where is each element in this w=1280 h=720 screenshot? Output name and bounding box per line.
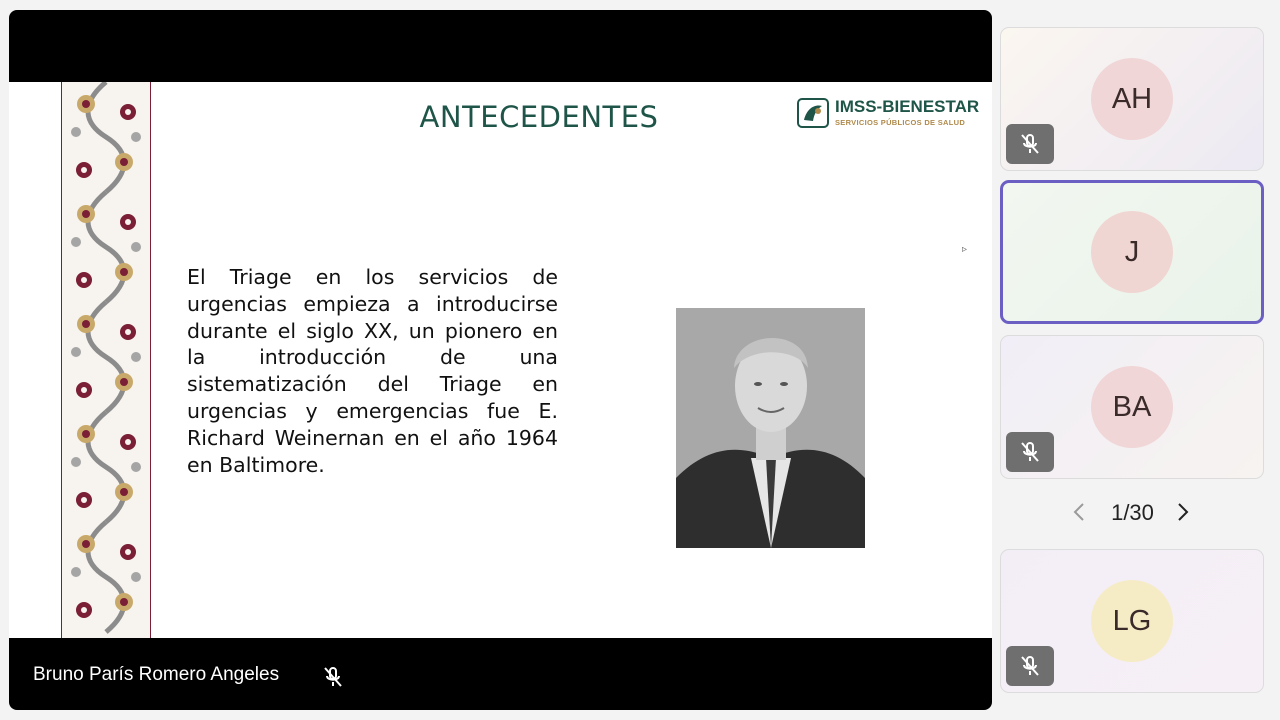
mic-off-icon <box>1018 440 1042 464</box>
slide-body-text: El Triage en los servicios de urgencias empieza a introducirse durante el siglo XX, un pionero en la introducción de una sistematización del Triage en urgencias y emergencias fue E. Richard Weinernan en el año 1964 en Baltimore. <box>187 265 558 477</box>
active-speaker-name: Bruno París Romero Angeles <box>33 664 280 685</box>
logo-name: IMSS-BIENESTAR <box>835 97 980 116</box>
muted-mic-button[interactable] <box>1006 432 1054 472</box>
chevron-right-icon[interactable] <box>1174 501 1192 523</box>
avatar: BA <box>1091 366 1173 448</box>
muted-mic-button[interactable] <box>1006 646 1054 686</box>
chevron-left-icon[interactable] <box>1070 501 1088 523</box>
avatar: AH <box>1091 58 1173 140</box>
floral-pattern-icon <box>62 82 150 638</box>
portrait-photo <box>676 308 865 548</box>
participant-pager <box>1060 496 1210 530</box>
mic-off-icon <box>1018 654 1042 678</box>
participant-tile-ah[interactable] <box>1000 27 1264 171</box>
imss-bienestar-logo <box>797 97 982 131</box>
participant-tile-j[interactable] <box>1000 180 1264 324</box>
muted-mic-button[interactable] <box>1006 124 1054 164</box>
imss-emblem-icon <box>797 98 829 128</box>
presentation-slide <box>9 82 992 638</box>
participant-tile-lg[interactable] <box>1000 549 1264 693</box>
pager-count: 1/30 <box>1111 500 1154 525</box>
mic-off-icon <box>321 665 345 689</box>
mouse-cursor-icon: ▹ <box>962 244 968 255</box>
logo-subtitle: SERVICIOS PÚBLICOS DE SALUD <box>835 118 966 127</box>
shared-screen-stage <box>9 10 992 710</box>
avatar: LG <box>1091 580 1173 662</box>
slide-title: ANTECEDENTES <box>419 100 659 134</box>
decorative-floral-border <box>61 82 151 638</box>
mic-off-icon <box>1018 132 1042 156</box>
avatar: J <box>1091 211 1173 293</box>
participant-tile-ba[interactable] <box>1000 335 1264 479</box>
